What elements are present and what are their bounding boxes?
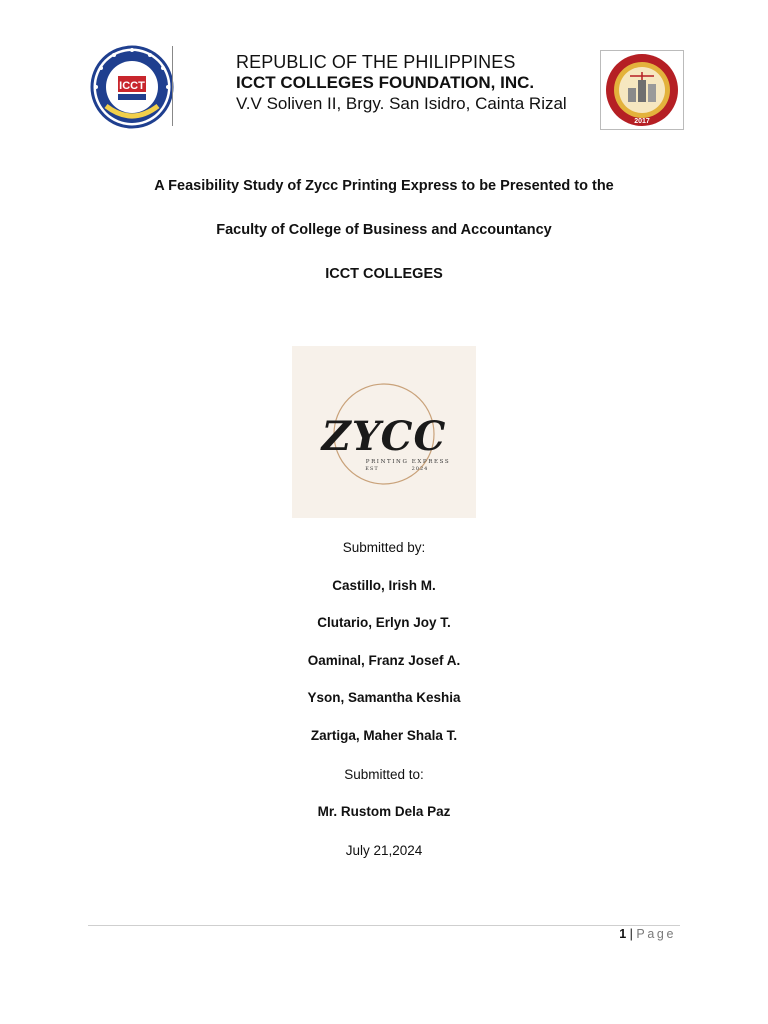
logo-est-label: EST [365,466,379,472]
page-footer [619,927,676,941]
author-name: Yson, Samantha Keshia [307,690,461,705]
submission-date: July 21,2024 [345,843,423,858]
letterhead-institution: ICCT COLLEGES FOUNDATION, INC. [236,73,535,92]
title-line-2: Faculty of College of Business and Accountancy [216,222,552,238]
title-line-1: A Feasibility Study of Zycc Printing Express to be Presented to the [154,178,614,194]
seal-year: 2017 [634,118,650,125]
logo-tagline: PRINTING EXPRESS [365,459,451,465]
seal-center-text: ICCT [119,80,145,92]
page-number: 1 [619,927,627,941]
zycc-logo-card [292,346,476,518]
logo-wordmark: ZYCC [321,413,447,460]
submitted-by-label: Submitted by: [342,540,426,555]
author-name: Zartiga, Maher Shala T. [310,728,458,743]
header-divider [172,46,173,126]
submitted-to-label: Submitted to: [344,767,424,782]
author-name: Castillo, Irish M. [332,578,436,593]
author-name: Oaminal, Franz Josef A. [307,653,461,668]
logo-est-year: 2024 [411,466,429,472]
page-word: Page [636,927,676,941]
page-separator: | [629,927,633,941]
zycc-logo [292,346,476,518]
college-of-business-and-accountancy-seal [600,50,684,130]
adviser-name: Mr. Rustom Dela Paz [317,804,451,819]
letterhead-address: V.V Soliven II, Brgy. San Isidro, Cainta Rizal [236,94,567,113]
title-line-3: ICCT COLLEGES [325,266,443,282]
letterhead [236,52,596,114]
letterhead-line-1: REPUBLIC OF THE PHILIPPINES [236,52,516,72]
footer-divider [88,925,680,926]
icct-colleges-seal [88,44,176,130]
author-name: Clutario, Erlyn Joy T. [317,615,451,630]
